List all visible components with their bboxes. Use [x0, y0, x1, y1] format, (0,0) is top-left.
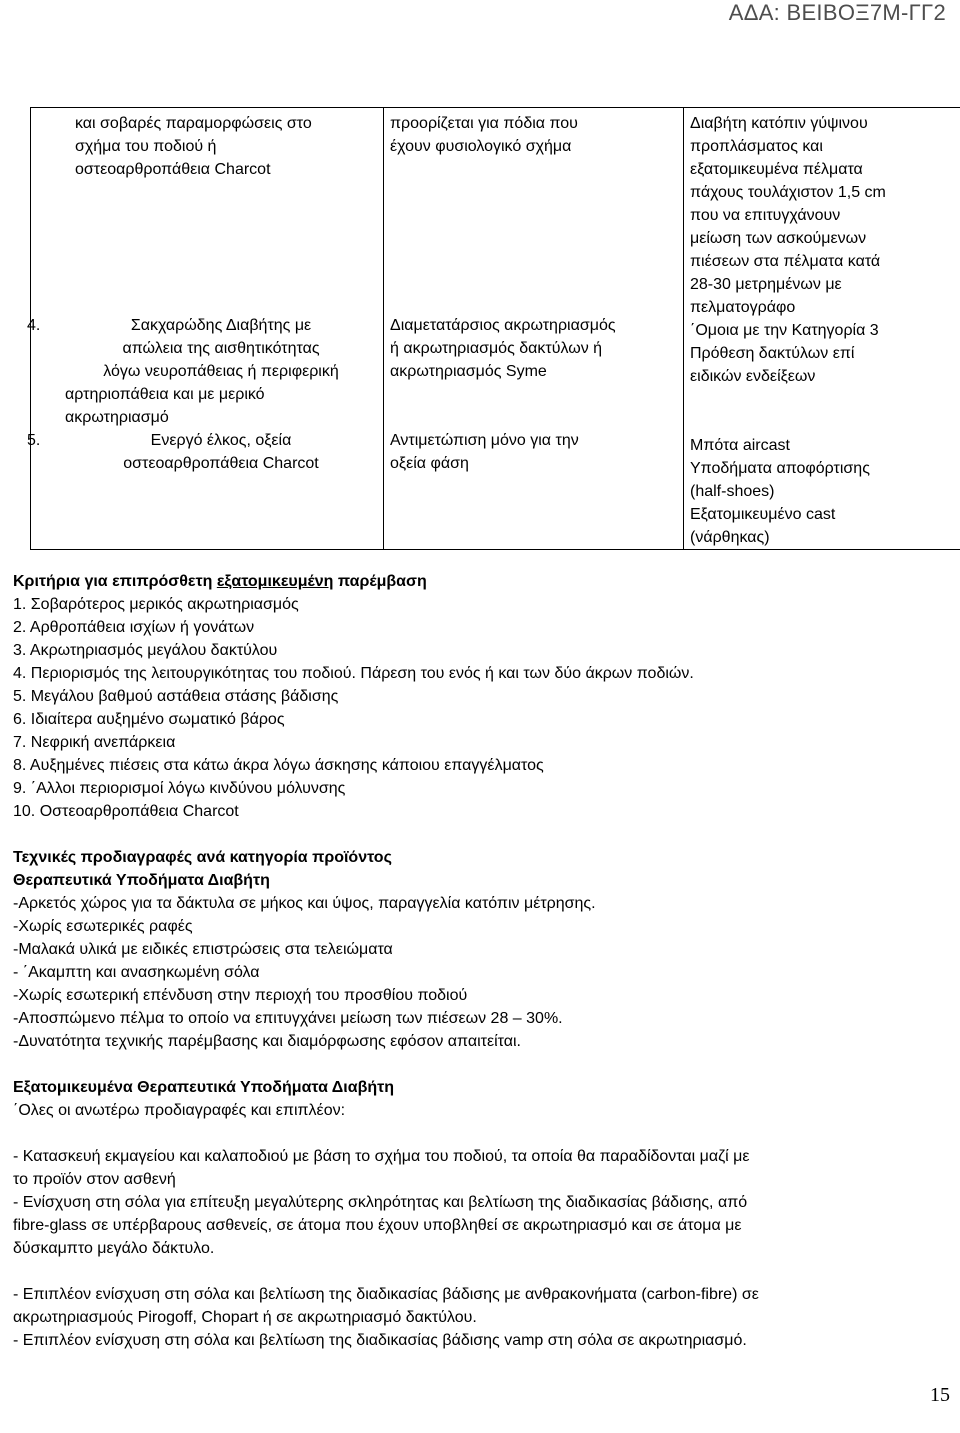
cell-text: έχουν φυσιολογικό σχήμα: [390, 138, 572, 155]
custom-paragraph-1: [13, 1145, 948, 1191]
table-cell-products: [684, 108, 960, 550]
list-item: 7. Νεφρική ανεπάρκεια: [13, 734, 176, 751]
cell-text: Σακχαρώδης Διαβήτης με: [130, 317, 312, 334]
list-item: - ΄Ακαμπτη και ανασηκωμένη σόλα: [13, 964, 260, 981]
custom-paragraph-2: [13, 1191, 948, 1260]
paragraph-line: - Ενίσχυση στη σόλα για επίτευξη μεγαλύτερης σκληρότητας και βελτίωση της διαδικασίας βάδισης, από: [13, 1194, 748, 1211]
cell-text: πελματογράφο: [690, 299, 796, 316]
criteria-heading: Κριτήρια για επιπρόσθετη εξατομικευμένη παρέμβαση: [13, 573, 427, 590]
cell-text: πάχους τουλάχιστον 1,5 cm: [690, 184, 886, 201]
specs-heading: Τεχνικές προδιαγραφές ανά κατηγορία προϊόντος: [13, 849, 392, 866]
category-item-4: [27, 314, 377, 429]
list-item: -Αποσπώμενο πέλμα το οποίο να επιτυγχάνει μείωση των πιέσεων 28 – 30%.: [13, 1010, 563, 1027]
paragraph-line: - Κατασκευή εκμαγείου και καλαποδιού με βάση το σχήμα του ποδιού, τα οποία θα παραδίδονται μαζί με: [13, 1148, 750, 1165]
list-item: -Αρκετός χώρος για τα δάκτυλα σε μήκος και ύψος, παραγγελία κατόπιν μέτρησης.: [13, 895, 596, 912]
list-item: 6. Ιδιαίτερα αυξημένο σωματικό βάρος: [13, 711, 285, 728]
list-item: -Χωρίς εσωτερικές ραφές: [13, 918, 193, 935]
list-item: 4. Περιορισμός της λειτουργικότητας του ποδιού. Πάρεση του ενός ή και των δύο άκρων ποδιών.: [13, 665, 694, 682]
cell-text: Διαβήτη κατόπιν γύψινου: [690, 115, 868, 132]
custom-paragraph-4: [13, 1329, 948, 1352]
cell-text: Αντιμετώπιση μόνο για την: [390, 432, 579, 449]
cell-text: και σοβαρές παραμορφώσεις στο: [75, 115, 312, 132]
paragraph-line: - Επιπλέον ενίσχυση στη σόλα και βελτίωση της διαδικασίας βάδισης vamp στη σόλα σε ακρωτηριασμό.: [13, 1332, 747, 1349]
item-number: 4.: [27, 317, 41, 334]
list-item: 10. Οστεοαρθροπάθεια Charcot: [13, 803, 239, 820]
list-item: 2. Αρθροπάθεια ισχίων ή γονάτων: [13, 619, 255, 636]
cell-text: Υποδήματα αποφόρτισης: [690, 460, 870, 477]
paragraph-line: δύσκαμπτο μεγάλο δάκτυλο.: [13, 1240, 215, 1257]
cell-text: σχήμα του ποδιού ή: [75, 138, 217, 155]
page-number: 15: [930, 1384, 950, 1406]
cell-text: ειδικών ενδείξεων: [690, 368, 816, 385]
item-number: 5.: [27, 432, 41, 449]
cell-text: ΄Ομοια με την Κατηγορία 3: [690, 322, 879, 339]
paragraph-line: το προϊόν στον ασθενή: [13, 1171, 176, 1188]
cell-text: Διαμετατάρσιος ακρωτηριασμός: [390, 317, 616, 334]
custom-intro: ΄Ολες οι ανωτέρω προδιαγραφές και επιπλέον:: [13, 1102, 346, 1119]
paragraph-line: fibre-glass σε υπέρβαρους ασθενείς, σε άτομα που έχουν υποβληθεί σε ακρωτηριασμό και σε άτομα με: [13, 1217, 742, 1234]
cell-text: εξατομικευμένα πέλματα: [690, 161, 863, 178]
criteria-list: [13, 593, 948, 823]
cell-text: ακρωτηριασμός Syme: [390, 363, 547, 380]
cell-text: Πρόθεση δακτύλων επί: [690, 345, 855, 362]
table-cell-amputation: [384, 108, 684, 550]
specs-list: [13, 892, 948, 1053]
list-item: -Χωρίς εσωτερική επένδυση στην περιοχή του προσθίου ποδιού: [13, 987, 468, 1004]
list-item: 3. Ακρωτηριασμός μεγάλου δακτύλου: [13, 642, 278, 659]
cell-text: απώλεια της αισθητικότητας: [122, 340, 320, 357]
list-item: 8. Αυξημένες πιέσεις στα κάτω άκρα λόγω άσκησης κάποιου επαγγέλματος: [13, 757, 544, 774]
cell-text: προπλάσματος και: [690, 138, 823, 155]
custom-paragraph-3: [13, 1283, 948, 1329]
ada-code: ΑΔΑ: ΒΕΙΒΟΞ7Μ-ΓΓ2: [728, 0, 946, 25]
cell-text: (half-shoes): [690, 483, 775, 500]
list-item: -Μαλακά υλικά με ειδικές επιστρώσεις στα τελειώματα: [13, 941, 393, 958]
cell-text: (νάρθηκας): [690, 529, 770, 546]
cell-text: οστεοαρθροπάθεια Charcot: [123, 455, 319, 472]
cell-text: που να επιτυγχάνουν: [690, 207, 841, 224]
table-cell-categories: [27, 108, 384, 550]
cell-text: προορίζεται για πόδια που: [390, 115, 578, 132]
custom-heading: Εξατομικευμένα Θεραπευτικά Υποδήματα Διαβήτη: [13, 1079, 395, 1096]
body-text: [13, 570, 948, 1352]
cell-text: ή ακρωτηριασμός δακτύλων ή: [390, 340, 603, 357]
cell-text: λόγω νευροπάθειας ή περιφερική: [103, 363, 339, 380]
category-item-5: [27, 429, 377, 475]
list-item: 5. Μεγάλου βαθμού αστάθεια στάσης βάδισης: [13, 688, 339, 705]
category-table: [27, 107, 960, 550]
list-item: -Δυνατότητα τεχνικής παρέμβασης και διαμόρφωσης εφόσον απαιτείται.: [13, 1033, 521, 1050]
cell-text: μείωση των ασκούμενων: [690, 230, 867, 247]
cell-text: πιέσεων στα πέλματα κατά: [690, 253, 881, 270]
cell-text: Εξατομικευμένο cast: [690, 506, 836, 523]
specs-subheading: Θεραπευτικά Υποδήματα Διαβήτη: [13, 872, 270, 889]
cell-text: οξεία φάση: [390, 455, 469, 472]
cell-text: 28-30 μετρημένων με: [690, 276, 842, 293]
list-item: 9. ΄Αλλοι περιορισμοί λόγω κινδύνου μόλυνσης: [13, 780, 346, 797]
cell-text: ακρωτηριασμό: [65, 409, 169, 426]
paragraph-line: - Επιπλέον ενίσχυση στη σόλα και βελτίωση της διαδικασίας βάδισης με ανθρακονήματα (carbon-fibre) σε: [13, 1286, 759, 1303]
cell-text: αρτηριοπάθεια και με μερικό: [65, 386, 265, 403]
list-item: 1. Σοβαρότερος μερικός ακρωτηριασμός: [13, 596, 299, 613]
paragraph-line: ακρωτηριασμούς Pirogoff, Chopart ή σε ακρωτηριασμό δακτύλου.: [13, 1309, 477, 1326]
cell-text: οστεοαρθροπάθεια Charcot: [75, 161, 271, 178]
cell-text: Μπότα aircast: [690, 437, 790, 454]
cell-text: Ενεργό έλκος, οξεία: [150, 432, 292, 449]
